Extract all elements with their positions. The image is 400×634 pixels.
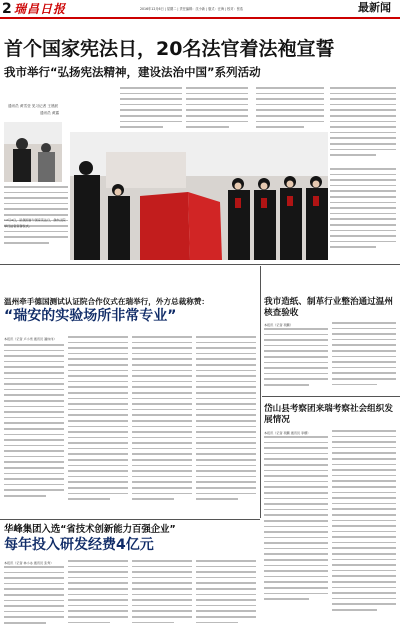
lead-photo-caption: 12月4日，是我国首个国家宪法日，我市法院举行法官宣誓仪式。 (4, 218, 66, 228)
story4-headline: 岱山县考察团来瑞考察社会组织发展情况 (264, 404, 393, 425)
section-name: 最新闻 (358, 1, 391, 14)
masthead-rule (0, 17, 400, 19)
story2-col-1 (4, 344, 64, 512)
story4-col-1 (264, 436, 328, 612)
lead-body-col-5 (330, 168, 396, 258)
lead-subheadline: 我市举行“弘扬宪法精神，建设法治中国”系列活动 (4, 65, 261, 79)
masthead (0, 0, 400, 18)
story2-col-3 (132, 336, 192, 516)
story5-col-3 (132, 560, 192, 630)
story3-divider (262, 396, 400, 397)
section-divider-2 (0, 519, 260, 520)
story2-headline-2: “瑞安的实验场所非常专业” (4, 308, 177, 324)
lead-photo-main (70, 132, 328, 260)
date-line: 2016年12月6日 | 星期二 | 责任编辑：沈小新 | 版式：汪海 | 校对：张浩 (140, 7, 244, 11)
lead-byline-1: 通讯员 黄雪莹 见习记者 王晨跃 (8, 104, 59, 108)
story3-col-1 (264, 328, 328, 392)
section-divider-1 (0, 264, 400, 265)
story2-col-2 (68, 336, 128, 516)
lead-body-col-1 (120, 87, 182, 131)
lead-body-col-4 (330, 87, 396, 163)
lead-photo-small (4, 122, 62, 182)
story3-headline: 我市造纸、制革行业整治通过温州核查验收 (264, 297, 393, 318)
story3-col-2 (332, 322, 396, 392)
lead-headline: 首个国家宪法日，20名法官着法袍宣誓 (4, 38, 335, 60)
vertical-divider (260, 266, 261, 518)
story5-col-2 (68, 560, 128, 630)
paper-name-logo: 瑞昌日报 (14, 2, 67, 16)
lead-byline-2: 通讯员 黄露 (40, 111, 60, 115)
page-number: 2 (2, 1, 12, 17)
story2-col-4 (196, 336, 256, 516)
story5-byline: 本报讯（记者 林小冰 通讯员 张秀） (4, 561, 54, 565)
story5-col-4 (196, 560, 256, 630)
story2-headline-1: 温州牵手德国测试认证院合作仪式在瑞举行，外方总裁称赞： (4, 297, 210, 306)
story2-byline: 本报讯（记者 卢小雪 通讯员 潘伟伟） (4, 337, 57, 341)
story4-col-2 (332, 430, 396, 630)
story5-col-1 (4, 566, 64, 630)
story4-byline: 本报讯（记者 项鹏 通讯员 李娜） (264, 431, 311, 435)
story3-byline: 本报讯（记者 项鹏） (264, 323, 293, 327)
story5-headline-2: 每年投入研发经费4亿元 (4, 537, 154, 553)
lead-body-col-2 (186, 87, 248, 131)
story5-headline-1: 华峰集团入选“省技术创新能力百强企业” (4, 524, 176, 535)
lead-body-col-3 (256, 87, 324, 131)
